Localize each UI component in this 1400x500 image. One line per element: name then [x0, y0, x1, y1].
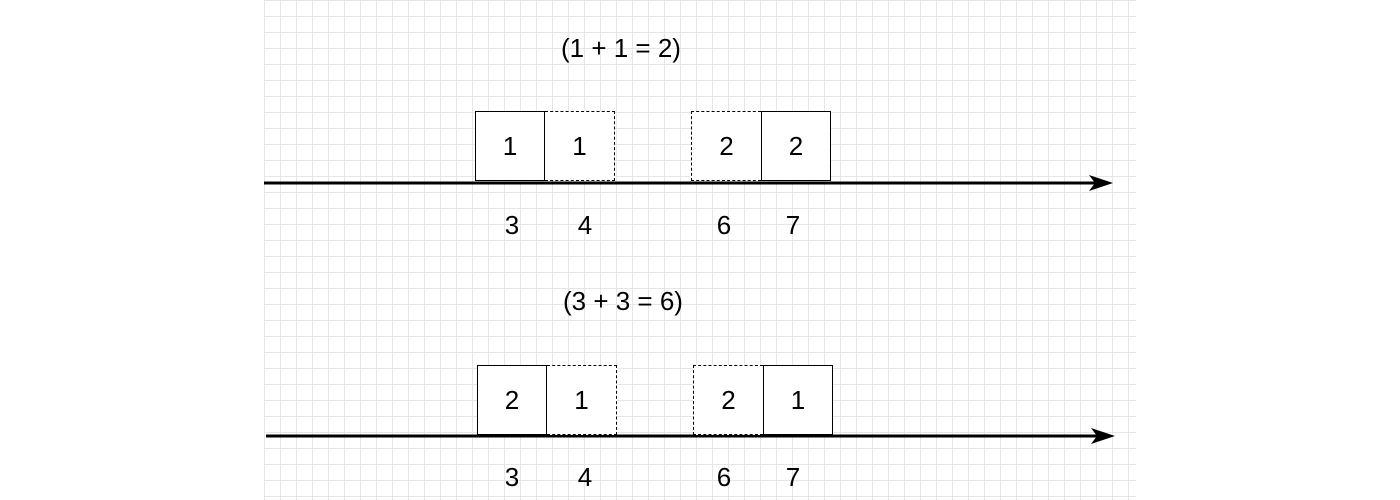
- cell-box: 1: [475, 111, 545, 181]
- tick-label: 6: [716, 210, 732, 240]
- tick-label: 4: [577, 462, 593, 492]
- tick-label: 3: [504, 210, 520, 240]
- tick-label: 7: [785, 210, 801, 240]
- cell-box-dashed: 1: [547, 365, 617, 435]
- tick-label: 3: [504, 462, 520, 492]
- tick-label: 6: [716, 462, 732, 492]
- cell-box-dashed: 2: [691, 111, 761, 181]
- cell-box-dashed: 1: [545, 111, 615, 181]
- cell-box: 1: [763, 365, 833, 435]
- equation-label-1: (1 + 1 = 2): [561, 33, 681, 63]
- cell-box: 2: [761, 111, 831, 181]
- cell-box-dashed: 2: [693, 365, 763, 435]
- tick-label: 7: [785, 462, 801, 492]
- cell-box: 2: [477, 365, 547, 435]
- equation-label-2: (3 + 3 = 6): [563, 286, 683, 316]
- tick-label: 4: [577, 210, 593, 240]
